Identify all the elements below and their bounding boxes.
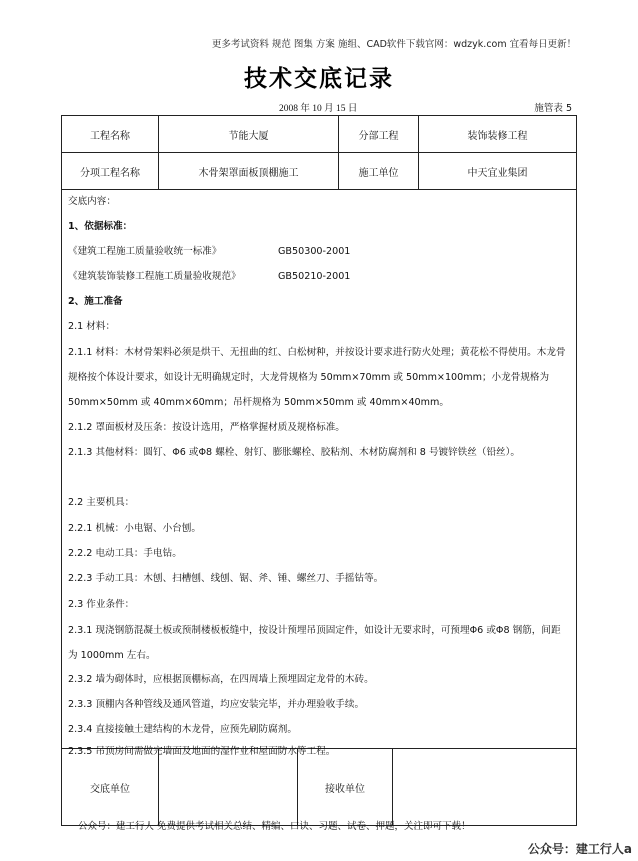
section-2-2-2: 2.2.2 电动工具：手电钻。 [68, 548, 182, 559]
section-2-title: 2、施工准备 [68, 296, 123, 307]
sign-row [62, 749, 576, 825]
contractor-value: 中天宜业集团 [418, 153, 576, 189]
site-note: 更多考试资料 规范 图集 方案 施组、CAD软件下载官网：wdzyk.com 宜看每日更新！ [211, 39, 577, 50]
division-label: 分部工程 [338, 116, 418, 152]
subitem-value: 木骨架罩面板顶棚施工 [158, 153, 338, 189]
section-2-1-1: 2.1.1 材料：木材骨架料必须是烘干、无扭曲的红、白松树种，并按设计要求进行防火处理；黄花松不得使用。木龙骨规格按个体设计要求，如设计无明确规定时，大龙骨规格为 50mm×70mm 或 50mm×100mm；小龙骨规格为 50mm×50mm 或 40mm×60mm；吊杆规格为 50mm×50mm 或 40mm×40mm。 [68, 347, 566, 408]
section-2-1-3: 2.1.3 其他材料：圆钉、Φ6 或Φ8 螺栓、射钉、膨胀螺栓、胶粘剂、木材防腐剂和 8 号镀锌铁丝（铅丝）。 [68, 447, 521, 458]
footer-note: 公众号：建工行人 免费提供考试相关总结、精编、口诀、习题、试卷、押题，关注即可下载！ [78, 821, 471, 832]
section-2-3-3: 2.3.3 顶棚内各种管线及通风管道，均应安装完毕，并办理验收手续。 [68, 699, 365, 710]
section-2-1: 2.1 材料： [68, 321, 116, 332]
section-2-3-4: 2.3.4 直接接触土建结构的木龙骨，应预先刷防腐剂。 [68, 724, 297, 735]
watermark: 公众号：建工行人a [527, 842, 632, 856]
section-2-3-5: 2.3.5 吊顶房间需做完墙面及地面的湿作业和屋面防水等工程。 [68, 746, 336, 757]
handover-content [62, 190, 576, 749]
project-name-value: 节能大厦 [158, 116, 338, 152]
record-table [61, 115, 577, 826]
standard-2-code: GB50210-2001 [278, 271, 351, 282]
section-1-title: 1、依据标准： [68, 221, 133, 232]
handover-unit-label: 交底单位 [90, 783, 130, 795]
contractor-label: 施工单位 [338, 153, 418, 189]
form-number: 施管表 5 [534, 103, 572, 114]
section-2-3: 2.3 作业条件： [68, 599, 135, 610]
content-intro: 交底内容： [68, 196, 116, 207]
record-date: 2008 年 10 月 15 日 [279, 104, 358, 114]
subitem-label: 分项工程名称 [80, 167, 140, 179]
section-2-3-2: 2.3.2 墙为砌体时，应根据顶棚标高，在四周墙上预埋固定龙骨的木砖。 [68, 674, 374, 685]
section-2-1-2: 2.1.2 罩面板材及压条：按设计选用，严格掌握材质及规格标准。 [68, 422, 345, 433]
standard-1-code: GB50300-2001 [278, 246, 351, 257]
info-row-subitem [62, 153, 576, 190]
handover-unit-value [158, 749, 297, 825]
division-value: 装饰装修工程 [418, 116, 576, 152]
section-2-3-1: 2.3.1 现浇钢筋混凝土板或预制楼板板缝中，按设计预埋吊顶固定件，如设计无要求时，可预埋Φ6 或Φ8 钢筋，间距为 1000mm 左右。 [68, 625, 561, 661]
section-2-2-3: 2.2.3 手动工具：木刨、扫槽刨、线刨、锯、斧、锤、螺丝刀、手摇钻等。 [68, 573, 384, 584]
info-row-project [62, 116, 576, 153]
standard-1 [68, 246, 570, 258]
standard-2 [68, 271, 570, 283]
section-2-2-1: 2.2.1 机械：小电锯、小台刨。 [68, 523, 201, 534]
standard-1-name: 《建筑工程施工质量验收统一标准》 [68, 246, 222, 257]
receiver-unit-label: 接收单位 [297, 749, 392, 825]
receiver-unit-value [392, 749, 576, 825]
project-name-label: 工程名称 [90, 130, 130, 142]
standard-2-name: 《建筑装饰装修工程施工质量验收规范》 [68, 271, 241, 282]
page-title: 技术交底记录 [244, 66, 394, 92]
section-2-2: 2.2 主要机具： [68, 497, 135, 508]
